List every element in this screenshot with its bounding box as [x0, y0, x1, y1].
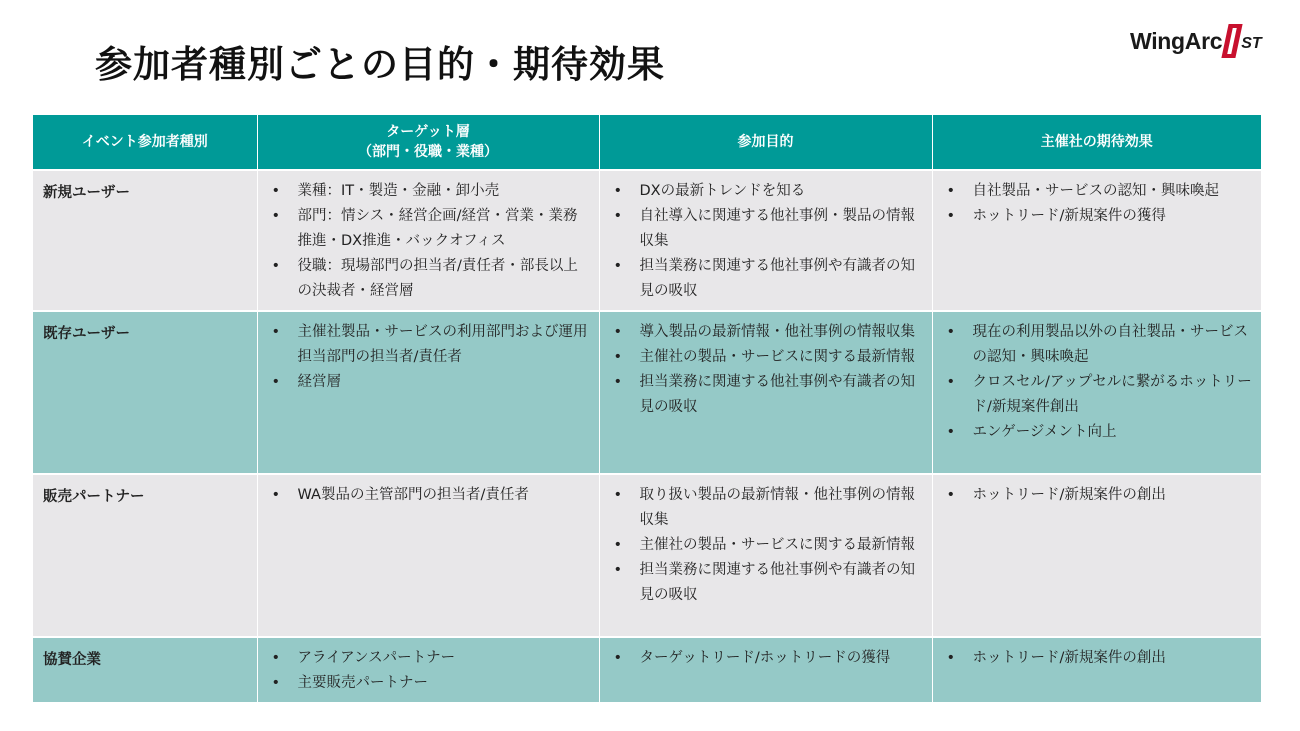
- list-item: • 導入製品の最新情報・他社事例の情報収集: [608, 320, 924, 345]
- list-item: • ターゲットリード/ホットリードの獲得: [608, 646, 924, 671]
- row-type: 販売パートナー: [33, 474, 257, 637]
- list-item: • エンゲージメント向上: [941, 420, 1254, 445]
- list-item: • クロスセル/アップセルに繋がるホットリード/新規案件創出: [941, 370, 1254, 420]
- list-item: • 主催社製品・サービスの利用部門および運用担当部門の担当者/責任者: [266, 320, 591, 370]
- list-item: • 経営層: [266, 370, 591, 395]
- row-effect: [932, 474, 1261, 637]
- header-type: イベント参加者種別: [33, 115, 257, 170]
- list-item: • 役職：現場部門の担当者/責任者・部長以上の決裁者・経営層: [266, 254, 591, 304]
- table-row: [33, 637, 1261, 703]
- table-row: [33, 170, 1261, 311]
- list-item: • ホットリード/新規案件の創出: [941, 483, 1254, 508]
- header-target-line1: ターゲット層: [386, 124, 470, 140]
- row-purpose: [599, 170, 932, 311]
- row-effect: [932, 637, 1261, 703]
- list-item: • 業種：IT・製造・金融・卸小売: [266, 179, 591, 204]
- page-title: 参加者種別ごとの目的・期待効果: [95, 43, 665, 86]
- list-item: • 主要販売パートナー: [266, 671, 591, 696]
- list-item: • 現在の利用製品以外の自社製品・サービスの認知・興味喚起: [941, 320, 1254, 370]
- list-item: • DXの最新トレンドを知る: [608, 179, 924, 204]
- row-target: [257, 637, 599, 703]
- list-item: • WA製品の主管部門の担当者/責任者: [266, 483, 591, 508]
- row-purpose: [599, 474, 932, 637]
- wingarc-logo: [1130, 24, 1262, 58]
- header-effect: 主催社の期待効果: [932, 115, 1261, 170]
- list-item: • アライアンスパートナー: [266, 646, 591, 671]
- logo-mark-icon: [1222, 24, 1243, 58]
- table-row: [33, 474, 1261, 637]
- logo-text: WingArc: [1130, 27, 1223, 54]
- row-target: [257, 311, 599, 474]
- list-item: • ホットリード/新規案件の創出: [941, 646, 1254, 671]
- list-item: • 担当業務に関連する他社事例や有識者の知見の吸収: [608, 370, 924, 420]
- list-item: • ホットリード/新規案件の獲得: [941, 204, 1254, 229]
- header-target: [257, 115, 599, 170]
- list-item: • 担当業務に関連する他社事例や有識者の知見の吸収: [608, 558, 924, 608]
- row-type: 新規ユーザー: [33, 170, 257, 311]
- list-item: • 担当業務に関連する他社事例や有識者の知見の吸収: [608, 254, 924, 304]
- logo-suffix: ST: [1241, 35, 1262, 52]
- header-target-line2: （部門・役職・業種）: [358, 144, 498, 160]
- table-row: [33, 311, 1261, 474]
- list-item: • 主催社の製品・サービスに関する最新情報: [608, 533, 924, 558]
- list-item: • 部門：情シス・経営企画/経営・営業・業務推進・DX推進・バックオフィス: [266, 204, 591, 254]
- list-item: • 取り扱い製品の最新情報・他社事例の情報収集: [608, 483, 924, 533]
- row-type: 既存ユーザー: [33, 311, 257, 474]
- table-header-row: [33, 115, 1261, 170]
- row-type: 協賛企業: [33, 637, 257, 703]
- row-target: [257, 474, 599, 637]
- row-effect: [932, 311, 1261, 474]
- list-item: • 主催社の製品・サービスに関する最新情報: [608, 345, 924, 370]
- row-effect: [932, 170, 1261, 311]
- list-item: • 自社製品・サービスの認知・興味喚起: [941, 179, 1254, 204]
- row-purpose: [599, 637, 932, 703]
- participant-table: [33, 115, 1261, 704]
- list-item: • 自社導入に関連する他社事例・製品の情報収集: [608, 204, 924, 254]
- header-purpose: 参加目的: [599, 115, 932, 170]
- row-target: [257, 170, 599, 311]
- row-purpose: [599, 311, 932, 474]
